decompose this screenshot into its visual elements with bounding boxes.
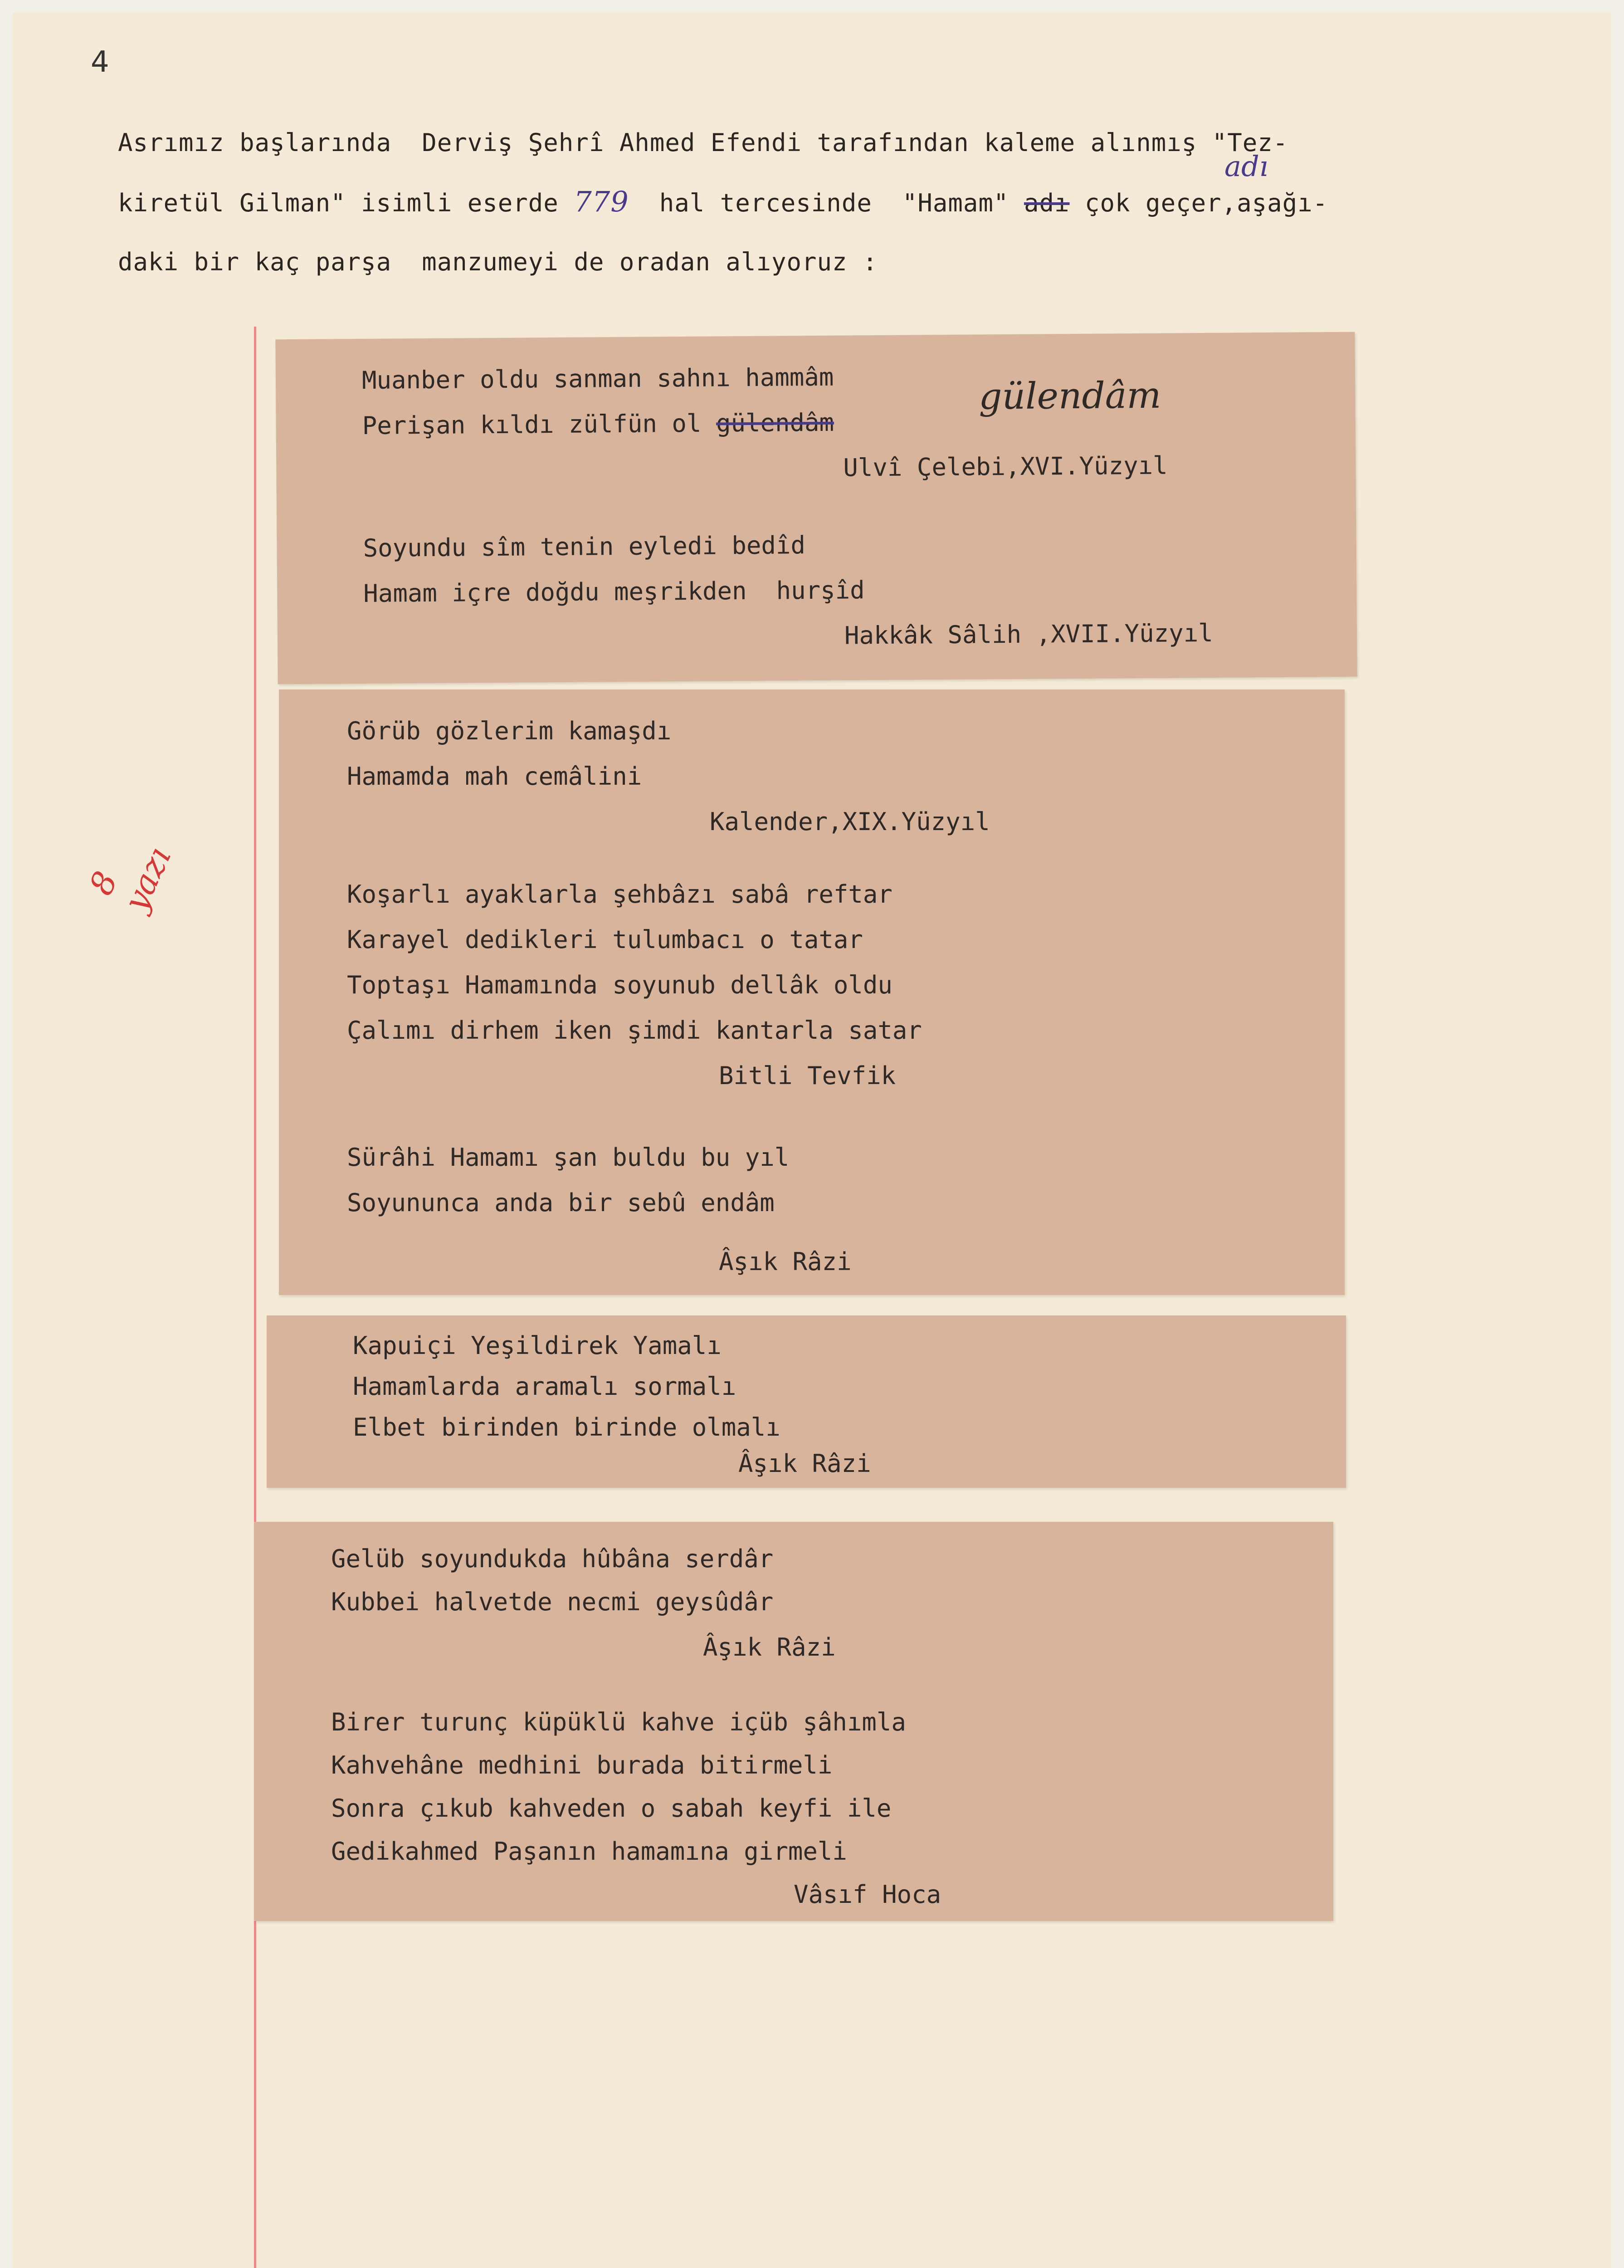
verse-attribution: Kalender,XIX.Yüzyıl — [710, 807, 990, 836]
verse-line: Toptaşı Hamamında soyunub dellâk oldu — [347, 971, 892, 999]
handwritten-correction: gülendâm — [978, 374, 1161, 418]
verse-line: Hamamda mah cemâlini — [347, 762, 642, 791]
struck-word: adı — [1024, 189, 1070, 217]
verse-attribution: Âşık Râzi — [738, 1449, 871, 1478]
intro-line-1: Asrımız başlarında Derviş Şehrî Ahmed Efendi tarafından kaleme alınmış "Tez- — [118, 128, 1288, 157]
verse-line: Görüb gözlerim kamaşdı — [347, 717, 672, 745]
verse-line: Elbet birinden birinde olmalı — [353, 1413, 780, 1442]
verse-line: Gelüb soyundukda hûbâna serdâr — [331, 1545, 774, 1573]
verse-attribution: Vâsıf Hoca — [794, 1880, 941, 1909]
clipping-3 — [267, 1315, 1346, 1488]
margin-red-line — [254, 327, 256, 2268]
verse-line: Karayel dedikleri tulumbacı o tatar — [347, 925, 863, 954]
handwritten-correction: adı — [1224, 150, 1268, 183]
verse-line: Hamamlarda aramalı sormalı — [353, 1372, 736, 1401]
intro-line-2: kiretül Gilman" isimli eserde 779 hal tercesinde "Hamam" adı çok geçer,aşağı- — [118, 185, 1328, 218]
clipping-4 — [254, 1522, 1333, 1921]
verse-line: Muanber oldu sanman sahnı hammâm — [361, 362, 834, 395]
verse-line: Kubbei halvetde necmi geysûdâr — [331, 1588, 774, 1616]
verse-line: Sonra çıkub kahveden o sabah keyfi ile — [331, 1794, 892, 1823]
margin-note: 8 yazı — [82, 841, 179, 917]
handwritten-number: 779 — [574, 185, 629, 218]
clipping-1 — [275, 332, 1357, 684]
verse-line: Perişan kıldı zülfün ol gülendâm — [362, 408, 834, 440]
intro-paragraph — [118, 113, 1592, 292]
verse-attribution: Hakkâk Sâlih ,XVII.Yüzyıl — [844, 618, 1213, 650]
clipping-2 — [279, 689, 1345, 1295]
verse-line: Kahvehâne medhini burada bitirmeli — [331, 1751, 833, 1779]
verse-line: Kapuiçi Yeşildirek Yamalı — [353, 1331, 722, 1360]
verse-line: Soyundu sîm tenin eyledi bedîd — [363, 531, 806, 562]
verse-attribution: Âşık Râzi — [703, 1633, 836, 1662]
verse-line: Gedikahmed Paşanın hamamına girmeli — [331, 1837, 847, 1866]
verse-line: Soyununca anda bir sebû endâm — [347, 1188, 775, 1217]
verse-attribution: Ulvî Çelebi,XVI.Yüzyıl — [843, 451, 1168, 482]
verse-line: Hamam içre doğdu meşrikden hurşîd — [363, 576, 865, 608]
page-number: 4 — [91, 45, 109, 79]
verse-line: Koşarlı ayaklarla şehbâzı sabâ reftar — [347, 880, 892, 909]
verse-attribution: Âşık Râzi — [719, 1247, 852, 1276]
verse-line: Çalımı dirhem iken şimdi kantarla satar — [347, 1016, 922, 1045]
verse-line: Sürâhi Hamamı şan buldu bu yıl — [347, 1143, 790, 1172]
verse-line: Birer turunç küpüklü kahve içüb şâhımla — [331, 1708, 906, 1736]
intro-line-3: daki bir kaç parşa manzumeyi de oradan alıyoruz : — [118, 248, 878, 276]
verse-attribution: Bitli Tevfik — [719, 1061, 896, 1090]
